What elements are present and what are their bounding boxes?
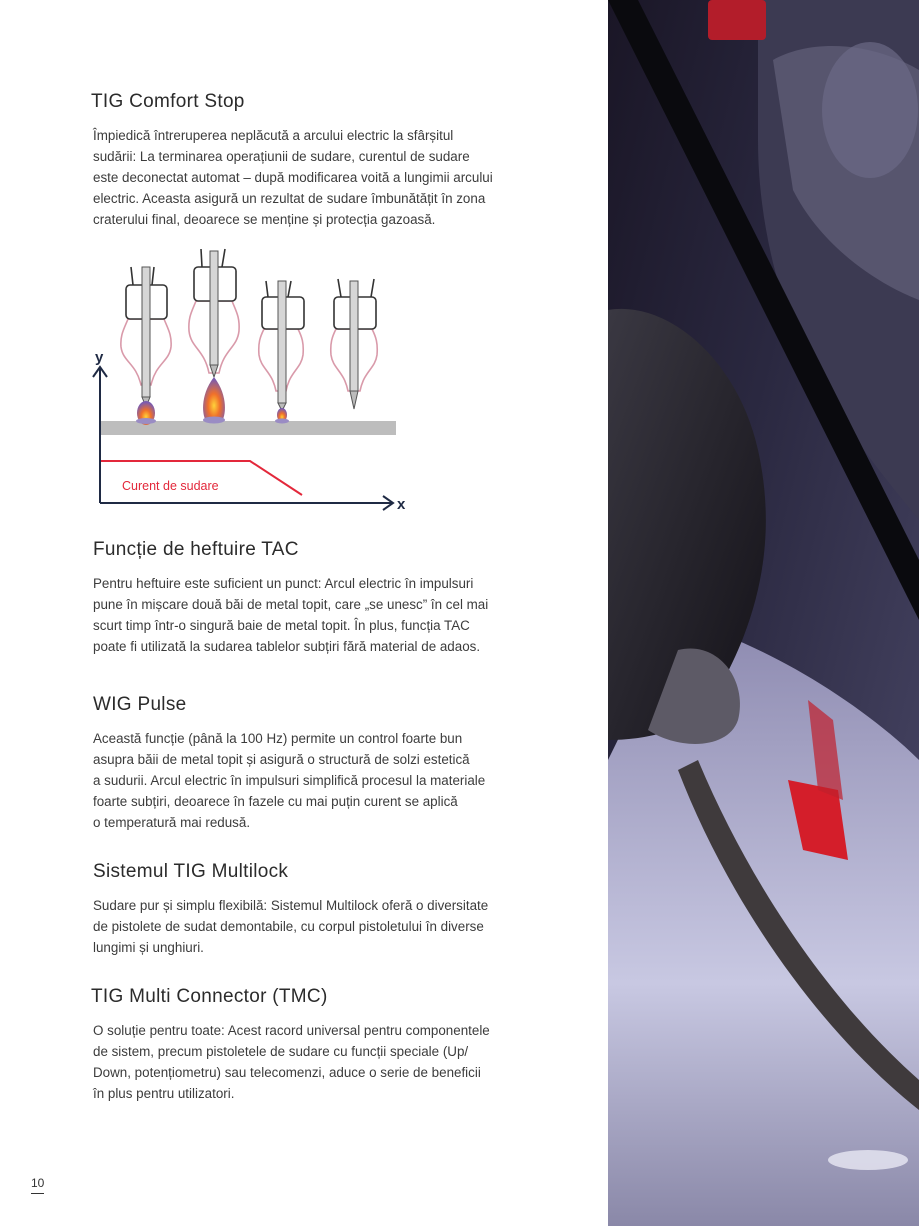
- torch-1: [121, 267, 171, 425]
- comfort-stop-diagram: [88, 245, 418, 520]
- section-body: Sudare pur și simplu flexibilă: Sistemul Multilock oferă o diversitate de pistolete de sudat demontabile, cu corpul pistoletului în diverse lungimi și unghiuri.: [93, 898, 489, 955]
- section-wig-pulse: [93, 694, 543, 833]
- section-multilock: [93, 861, 543, 958]
- section-title: Funcție de heftuire TAC: [93, 539, 299, 560]
- section-body: Împiedică întreruperea neplăcută a arcului electric la sfârșitul sudării: La terminarea operațiunii de sudare, curentul de sudare este deconectat automat – după modificarea voită a lungimii arcului electric. Aceasta asigură un rezultat de sudare îmbunătățit în zona craterului final, deoarece se menține și protecția gazoasă.: [93, 128, 493, 227]
- section-body: Pentru heftuire este suficient un punct: Arcul electric în impulsuri pune în mișcare două băi de metal topit, care „se unesc” în cel mai scurt timp într-o singură baie de metal topit. În plus, funcția TAC poate fi utilizată la sudarea tablelor subțiri fără material de adaos.: [93, 576, 489, 654]
- x-axis-label: x: [397, 496, 406, 513]
- section-title: WIG Pulse: [93, 694, 187, 715]
- page-number: 10: [31, 1176, 44, 1194]
- section-tig-comfort-stop: [93, 91, 543, 230]
- y-axis-label: y: [95, 349, 104, 366]
- section-tmc: [93, 986, 543, 1104]
- section-body: O soluție pentru toate: Acest racord universal pentru componentele de sistem, precum pistoletele de sudare cu funcții speciale (Up/ Down, potențiometru) sau telecomenzi, aduce o serie de beneficii în plus pentru utilizatori.: [93, 1023, 490, 1101]
- section-title: Sistemul TIG Multilock: [93, 861, 289, 882]
- section-title: TIG Multi Connector (TMC): [91, 986, 328, 1007]
- torch-3: [259, 281, 304, 424]
- torch-4: [331, 279, 378, 409]
- section-tac: [93, 539, 543, 657]
- current-curve-label: Curent de sudare: [122, 479, 219, 493]
- welding-photo: [608, 0, 919, 1226]
- section-body: Această funcție (până la 100 Hz) permite un control foarte bun asupra băii de metal topit și asigură o structură de solzi estetică a sudurii. Arcul electric în impulsuri simplifică procesul la materiale foarte subțiri, deoarece în fazele cu mai puțin curent se aplică o temperatură mai redusă.: [93, 731, 486, 830]
- section-title: TIG Comfort Stop: [91, 91, 245, 112]
- torch-2: [189, 249, 239, 424]
